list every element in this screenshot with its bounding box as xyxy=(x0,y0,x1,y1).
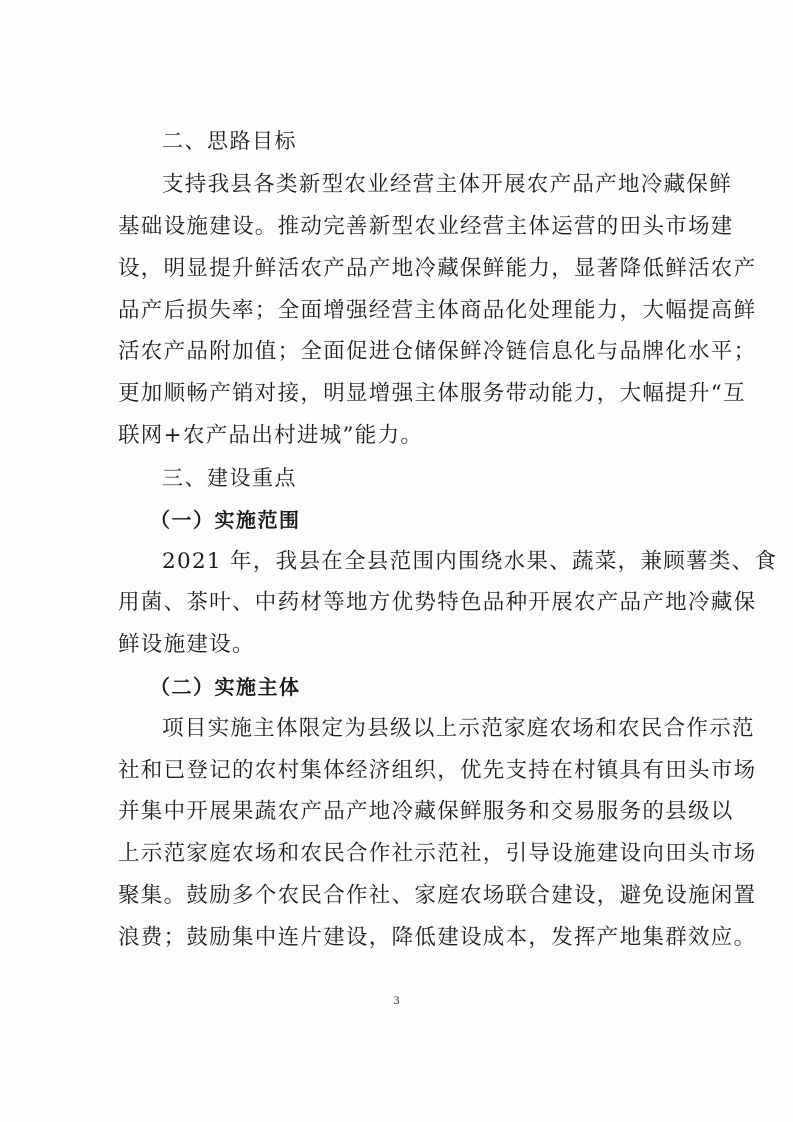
section-heading-goals: 二、思路目标 xyxy=(162,129,297,153)
paragraph-line: 上示范家庭农场和农民合作社示范社，引导设施建设向田头市场 xyxy=(118,841,757,866)
paragraph-line: 浪费；鼓励集中连片建设，降低建设成本，发挥产地集群效应。 xyxy=(118,925,757,950)
section-heading-key-points: 三、建设重点 xyxy=(162,466,297,490)
paragraph-line: 更加顺畅产销对接，明显增强主体服务带动能力，大幅提升“互 xyxy=(118,381,746,406)
paragraph-line: 鲜设施建设。 xyxy=(118,632,255,657)
paragraph-line: 活农产品附加值；全面促进仓储保鲜冷链信息化与品牌化水平； xyxy=(118,339,757,364)
paragraph-line: 2021 年，我县在全县范围内围绕水果、蔬菜，兼顾薯类、食 xyxy=(162,549,778,574)
paragraph-line: 品产后损失率；全面增强经营主体商品化处理能力，大幅提高鲜 xyxy=(118,298,757,323)
paragraph-line: 用菌、茶叶、中药材等地方优势特色品种开展农产品产地冷藏保 xyxy=(118,590,757,615)
paragraph-line: 联网+农产品出村进城”能力。 xyxy=(118,423,424,448)
paragraph-line: 设，明显提升鲜活农产品产地冷藏保鲜能力，显著降低鲜活农产 xyxy=(118,256,757,281)
subsection-heading-scope: （一）实施范围 xyxy=(150,508,301,532)
page-number: 3 xyxy=(393,993,400,1007)
paragraph-line: 并集中开展果蔬农产品产地冷藏保鲜服务和交易服务的县级以 xyxy=(118,799,734,824)
paragraph-line: 支持我县各类新型农业经营主体开展农产品产地冷藏保鲜 xyxy=(162,172,733,197)
subsection-heading-subject: （二）实施主体 xyxy=(150,675,301,699)
paragraph-line: 社和已登记的农村集体经济组织，优先支持在村镇具有田头市场 xyxy=(118,758,757,783)
paragraph-line: 聚集。鼓励多个农民合作社、家庭农场联合建设，避免设施闲置 xyxy=(118,883,757,908)
paragraph-line: 项目实施主体限定为县级以上示范家庭农场和农民合作示范 xyxy=(162,716,755,741)
paragraph-line: 基础设施建设。推动完善新型农业经营主体运营的田头市场建 xyxy=(118,214,734,239)
